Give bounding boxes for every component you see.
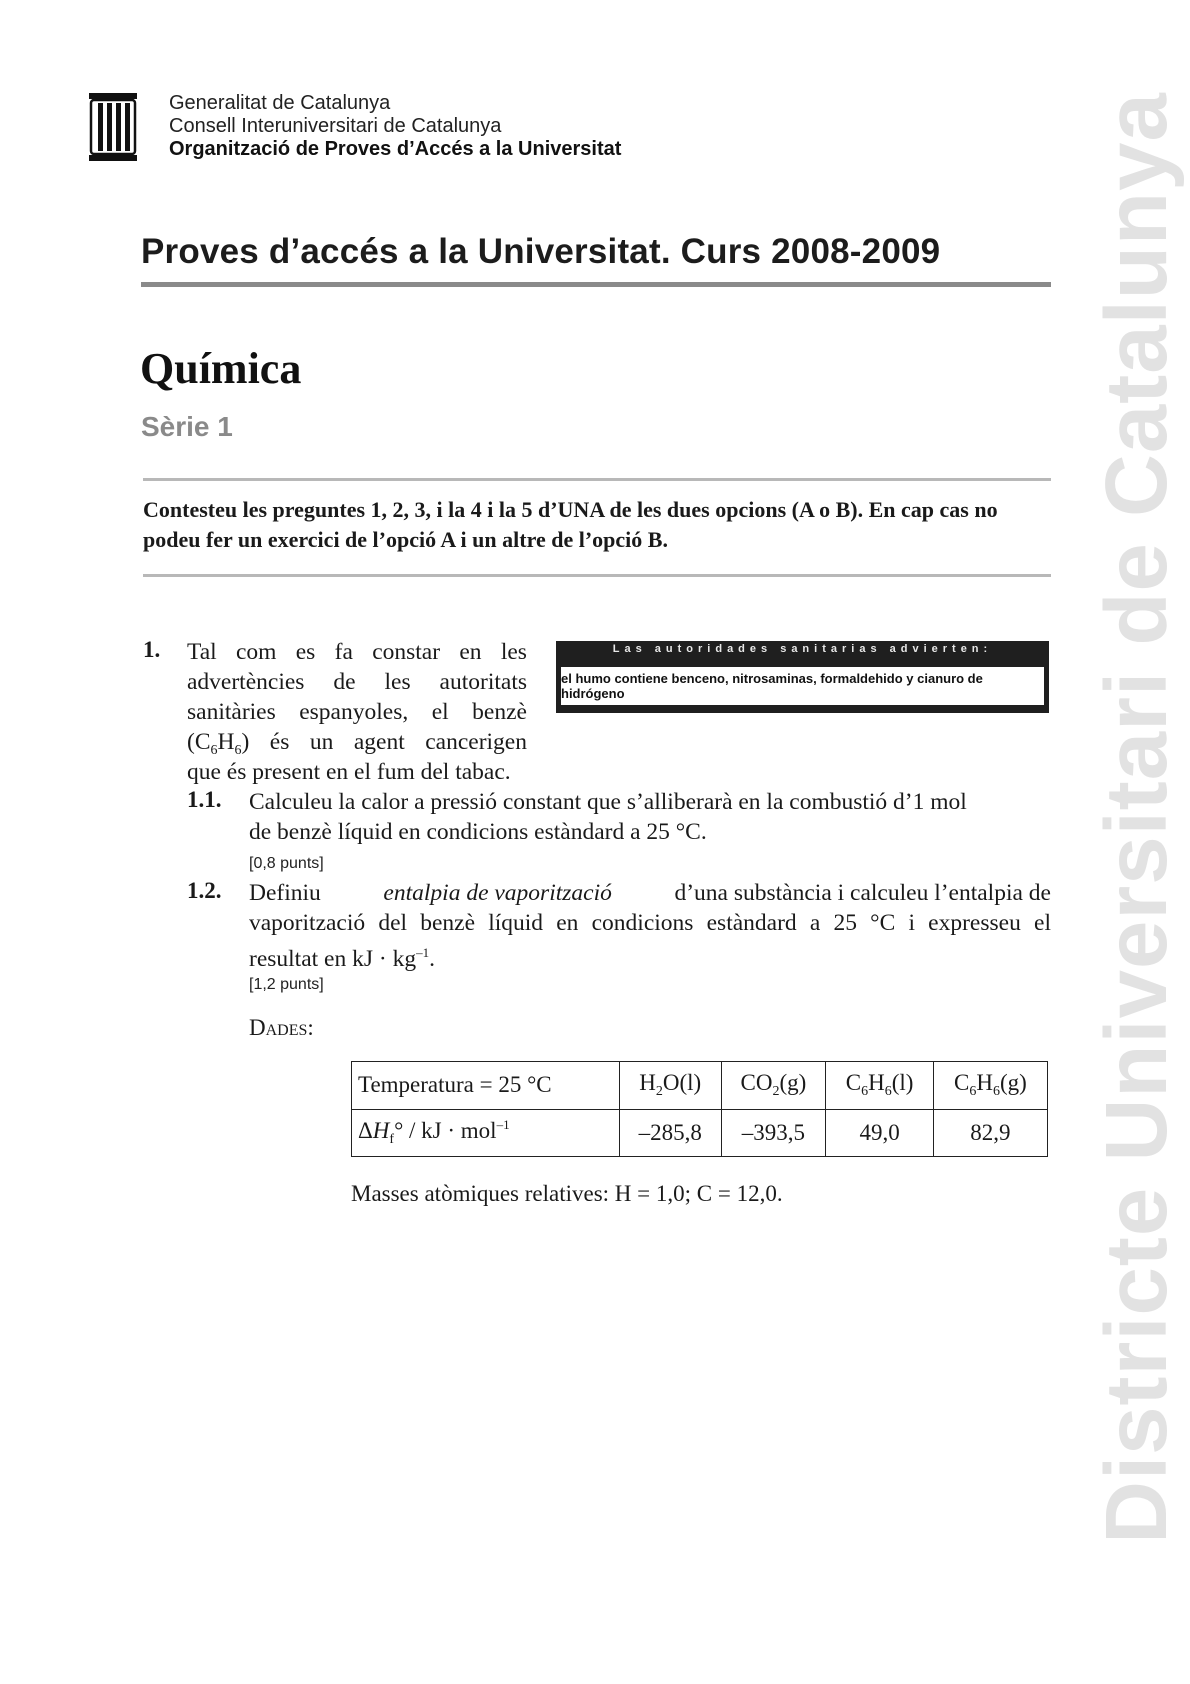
subquestion-1-1-text bbox=[249, 787, 1051, 847]
subquestion-1-2-points: [1,2 punts] bbox=[249, 976, 324, 993]
data-label: Dades: bbox=[249, 1015, 314, 1040]
text-line: vaporització del benzè líquid en condicions estàndard a 25 °C i expresseu el bbox=[249, 910, 1051, 936]
intro-line: que és present en el fum del tabac. bbox=[187, 759, 511, 785]
instructions-top-divider bbox=[143, 478, 1051, 481]
text-line: Calculeu la calor a pressió constant que s’alliberarà en la combustió d’1 mol bbox=[249, 789, 967, 815]
intro-line: $(C_6H_6)$ és un agent cancerigen bbox=[187, 729, 527, 758]
emphasized-term: entalpia de vaporització bbox=[383, 880, 612, 906]
catalan-coat-of-arms-icon bbox=[88, 92, 138, 162]
subquestion-1-2-number: 1.2. bbox=[187, 878, 222, 903]
instructions-line-1: Contesteu les preguntes 1, 2, 3, i la 4 i la 5 d’UNA de les dues opcions (A o B). En cap cas no bbox=[143, 497, 998, 522]
table-row bbox=[352, 1109, 1048, 1157]
table-cell: $H_2O(l)$ bbox=[620, 1062, 722, 1110]
table-cell: $C_6H_6(l)$ bbox=[826, 1062, 933, 1110]
organization-header bbox=[169, 92, 621, 161]
instructions bbox=[143, 495, 1053, 555]
table-cell: 49,0 bbox=[826, 1109, 933, 1157]
title-divider bbox=[141, 282, 1051, 287]
table-cell: Temperatura = 25 °C bbox=[352, 1062, 620, 1110]
warning-header: Las autoridades sanitarias advierten: bbox=[612, 643, 993, 655]
table-cell: $CO_2(g)$ bbox=[721, 1062, 826, 1110]
data-table bbox=[351, 1061, 1048, 1157]
text-line: resultat en kJ · $kg^{-1}$. bbox=[249, 945, 435, 972]
table-cell: 82,9 bbox=[933, 1109, 1047, 1157]
question-number: 1. bbox=[143, 637, 161, 662]
table-cell: –285,8 bbox=[620, 1109, 722, 1157]
subquestion-1-1-number: 1.1. bbox=[187, 787, 222, 812]
health-warning-image bbox=[556, 641, 1049, 713]
instructions-bottom-divider bbox=[143, 574, 1051, 577]
table-cell: $C_6H_6(g)$ bbox=[933, 1062, 1047, 1110]
series-label: Sèrie 1 bbox=[141, 411, 233, 442]
instructions-line-2: podeu fer un exercici de l’opció A i un altre de l’opció B. bbox=[143, 527, 668, 552]
subject-title: Química bbox=[140, 344, 302, 393]
table-cell: $\Delta H_f^\circ$ / kJ · mol$^{-1}$ bbox=[352, 1109, 620, 1157]
warning-text: el humo contiene benceno, nitrosaminas, formaldehido y cianuro de hidrógeno bbox=[561, 667, 1044, 705]
text-line: Definiu entalpia de vaporització d’una substància i calculeu l’entalpia de bbox=[249, 880, 1051, 906]
atomic-masses: Masses atòmiques relatives: H = 1,0; C = 12,0. bbox=[351, 1181, 783, 1206]
text-line: de benzè líquid en condicions estàndard a 25 °C. bbox=[249, 819, 707, 845]
org-line-2: Consell Interuniversitari de Catalunya bbox=[169, 115, 502, 137]
district-side-text: Districte Universitari de Catalunya bbox=[1088, 92, 1185, 1544]
intro-line: Tal com es fa constar en les bbox=[187, 639, 527, 665]
subquestion-1-2-text bbox=[249, 878, 1051, 972]
table-cell: –393,5 bbox=[721, 1109, 826, 1157]
table-header-row bbox=[352, 1062, 1048, 1110]
org-line-3: Organització de Proves d’Accés a la Universitat bbox=[169, 138, 622, 160]
org-line-1: Generalitat de Catalunya bbox=[169, 92, 391, 114]
exam-title: Proves d’accés a la Universitat. Curs 2008-2009 bbox=[141, 232, 941, 271]
intro-line: advertències de les autoritats bbox=[187, 669, 527, 695]
question-intro bbox=[187, 637, 527, 787]
intro-line: sanitàries espanyoles, el benzè bbox=[187, 699, 527, 725]
subquestion-1-1-points: [0,8 punts] bbox=[249, 855, 324, 872]
